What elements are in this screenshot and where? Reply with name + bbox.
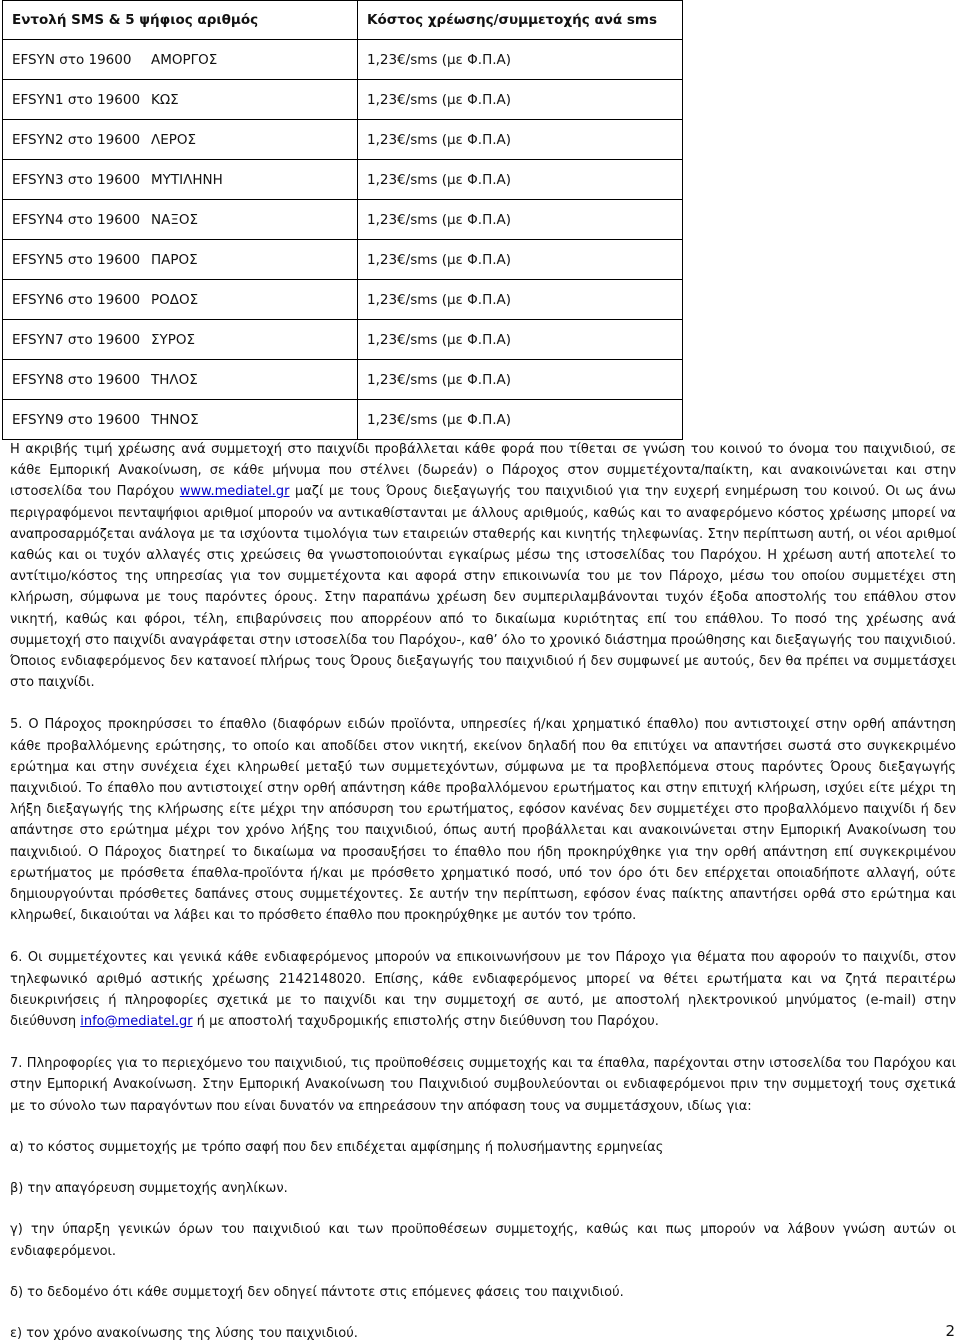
cell-cost: 1,23€/sms (με Φ.Π.Α) [358, 40, 683, 80]
sms-command: EFSYN5 στο 19600 [12, 251, 141, 268]
sms-command: EFSYN2 στο 19600 [12, 131, 141, 148]
sms-command: EFSYN στο 19600 [12, 51, 132, 68]
table-row [3, 200, 683, 240]
cell-cost: 1,23€/sms (με Φ.Π.Α) [358, 160, 683, 200]
sms-command: EFSYN9 στο 19600 [12, 411, 141, 428]
sms-command: EFSYN1 στο 19600 [12, 91, 141, 108]
paragraph-7: 7. Πληροφορίες για το περιεχόμενο του παιχνιδιού, τις προϋποθέσεις συμμετοχής και τα έπαθλα, παρέχονται στην ιστοσελίδα του Παρόχου και στην Εμπορική Ανακοίνωση. Στην Εμπορική Ανακοίνωση του Παιχνιδιού συμβουλεύονται οι ενδιαφερόμενοι πριν την συμμετοχή τους σχετικά με το σύνολο των παραγόντων που είναι δυνατόν να επηρεάσουν την απόφαση τους να συμμετάσχουν, ιδίως για: [10, 1056, 956, 1114]
header-cost: Κόστος χρέωσης/συμμετοχής ανά sms [358, 1, 683, 40]
pricing-text-a: Η ακριβής τιμή χρέωσης ανά συμμετοχή στο παιχνίδι προβάλλεται κάθε φορά που τίθεται σε γνώση του κοινού το όνομα του παιχνιδιού, σε κάθε Εμπορική Ανακοίνωση, σε κάθε μήνυμα που στέλνει (δωρεάν) ο Πάροχος στον συμμετέχοντα/παίκτη, και ανακοινώνεται και στην ιστοσελίδα του Παρόχου [10, 442, 956, 500]
table-row [3, 400, 683, 440]
table-row [3, 280, 683, 320]
cell-cost: 1,23€/sms (με Φ.Π.Α) [358, 200, 683, 240]
header-command: Εντολή SMS & 5 ψήφιος αριθμός [3, 1, 358, 40]
cell-command [3, 280, 358, 320]
list-item: α) το κόστος συμμετοχής με τρόπο σαφή που δεν επιδέχεται αμφίσημης ή πολυσήμαντης ερμηνείας [10, 1139, 664, 1155]
paragraph-5: 5. Ο Πάροχος προκηρύσσει το έπαθλο (διαφόρων ειδών προϊόντα, υπηρεσίες ή/και χρηματικό έπαθλο) που αντιστοιχεί στην ορθή απάντηση κάθε προβαλλόμενης ερώτησης, το οποίο και αποδίδει στον νικητή, εκείνον δηλαδή που θα επιτύχει να απαντήσει σωστά στο συγκεκριμένο ερώτημα και στην συνέχεια έχει κληρωθεί μεταξύ των συμμετεχόντων, σύμφωνα με τα προβλεπόμενα στους παρόντες Όρους διεξαγωγής παιχνιδιού. Το έπαθλο που αντιστοιχεί στην ορθή απάντηση κάθε προβαλλόμενου ερωτήματος και στην επιτυχή κλήρωση, ισχύει είτε μέχρι τη λήξη διεξαγωγής της κλήρωσης είτε μέχρι την απόσυρση του ερωτήματος, εφόσον κανένας δεν συμμετέχει στο προβαλλόμενο παιχνίδι ή δεν απάντησε στο ερώτημα μέχρι τον χρόνο λήξης του παιχνιδιού, όπως αυτή προβάλλεται και ανακοινώνεται στην Εμπορική Ανακοίνωση του παιχνιδιού. Ο Πάροχος διατηρεί το δικαίωμα να προσαυξήσει το έπαθλο που ήδη προκηρύχθηκε για την ορθή απάντηση επί συγκεκριμένου ερωτήματος με πρόσθετα έπαθλα-προϊόντα ή/και με πρόσθετο χρηματικό ποσό, υπό τον όρο ότι δεν επέρχεται οποιαδήποτε αλλαγή, ούτε δημιουργούνται πρόσθετες δαπάνες στους συμμετέχοντες. Σε αυτήν την περίπτωση, εφόσον ένας παίκτης απαντήσει ορθά στο ερώτημα και κληρωθεί, δικαιούται να λάβει και το πρόσθετο έπαθλο που προκηρύχθηκε με αυτόν τον τρόπο. [10, 717, 956, 924]
table-row [3, 360, 683, 400]
pricing-text-b: μαζί με τους Όρους διεξαγωγής του παιχνιδιού για την ευχερή ενημέρωση του κοινού. Οι ως άνω περιγραφόμενοι πενταψήφιοι αριθμοί μπορούν να αντικαθίστανται με άλλους αριθμούς, καθώς και το αναφερόμενο κόστος χρέωσης μπορεί να αναπροσαρμόζεται ανάλογα με τα ισχύοντα τιμολόγια των εταιρειών σταθερής και κινητής τηλεφωνίας. Στην περίπτωση αυτή, οι νέοι αριθμοί καθώς και οι τυχόν αλλαγές στις χρεώσεις θα γνωστοποιούνται εγκαίρως μέσω της ιστοσελίδας του Παρόχου. Η χρέωση αυτή αποτελεί το αντίτιμο/κόστος της υπηρεσίας για τον συμμετέχοντα και αφορά στην επικοινωνία του με τον Πάροχο, μέσω του οποίου συμμετέχει στη κλήρωση, σύμφωνα με τους παρόντες όρους. Στην παραπάνω χρέωση δεν συμπεριλαμβάνονται τυχόν έξοδα αποστολής του επάθλου στον νικητή, καθώς και φόροι, τέλη, επιβαρύνσεις που απορρέουν από το δικαίωμα κυριότητας επί του επάθλου. Το ποσό της χρέωσης ανά συμμετοχή στο παιχνίδι αναγράφεται στην ιστοσελίδα του Παρόχου-, καθ’ όλο το χρονικό διάστημα προώθησης και διεξαγωγής του παιχνιδιού. Όποιος ενδιαφερόμενος δεν κατανοεί πλήρως τους Όρους διεξαγωγής του παιχνιδιού ή δεν συμφωνεί με αυτούς, δεν θα πρέπει να συμμετάσχει στο παιχνίδι. [10, 484, 956, 691]
island-name: ΤΗΝΟΣ [151, 411, 199, 428]
cell-cost: 1,23€/sms (με Φ.Π.Α) [358, 280, 683, 320]
cell-cost: 1,23€/sms (με Φ.Π.Α) [358, 320, 683, 360]
cell-command [3, 400, 358, 440]
paragraph-6 [10, 947, 956, 1032]
table-row [3, 160, 683, 200]
island-name: ΚΩΣ [151, 91, 179, 108]
cell-cost: 1,23€/sms (με Φ.Π.Α) [358, 400, 683, 440]
cell-command [3, 160, 358, 200]
cell-cost: 1,23€/sms (με Φ.Π.Α) [358, 240, 683, 280]
sms-command: EFSYN4 στο 19600 [12, 211, 141, 228]
cell-command [3, 320, 358, 360]
list-item: β) την απαγόρευση συμμετοχής ανηλίκων. [10, 1181, 288, 1197]
sms-command: EFSYN3 στο 19600 [12, 171, 141, 188]
sms-command: EFSYN6 στο 19600 [12, 291, 141, 308]
list-item: γ) την ύπαρξη γενικών όρων του παιχνιδιού και των προϋποθέσεων συμμετοχής, καθώς και πως μπορούν να λάβουν γνώση αυτών οι ενδιαφερόμενοι. [10, 1222, 956, 1259]
cell-command [3, 80, 358, 120]
cell-command [3, 240, 358, 280]
sms-pricing-table [2, 0, 683, 440]
island-name: ΛΕΡΟΣ [151, 131, 197, 148]
cell-command [3, 360, 358, 400]
cell-command [3, 200, 358, 240]
pricing-paragraph [10, 439, 956, 693]
island-name: ΝΑΞΟΣ [151, 211, 199, 228]
sms-command: EFSYN8 στο 19600 [12, 371, 141, 388]
island-name: ΣΥΡΟΣ [151, 331, 196, 348]
table-row [3, 40, 683, 80]
list-item: ε) τον χρόνο ανακοίνωσης της λύσης του παιχνιδιού. [10, 1325, 358, 1341]
cell-cost: 1,23€/sms (με Φ.Π.Α) [358, 120, 683, 160]
table-row [3, 80, 683, 120]
table-row [3, 240, 683, 280]
terms-body [10, 439, 956, 1344]
list-item: δ) το δεδομένο ότι κάθε συμμετοχή δεν οδηγεί πάντοτε στις επόμενες φάσεις του παιχνιδιού. [10, 1284, 624, 1300]
cell-cost: 1,23€/sms (με Φ.Π.Α) [358, 80, 683, 120]
cell-command [3, 120, 358, 160]
email-link[interactable]: info@mediatel.gr [80, 1014, 193, 1030]
table-header-row [3, 1, 683, 40]
contact-text-a: 6. Οι συμμετέχοντες και γενικά κάθε ενδιαφερόμενος μπορούν να επικοινωνήσουν με τον Πάροχο για θέματα που αφορούν το παιχνίδι, στον τηλεφωνικό αριθμό αστικής χρέωσης 2142148020. Επίσης, κάθε ενδιαφερόμενος μπορεί να θέτει ερωτήματα και να ζητά περαιτέρω διευκρινήσεις ή πληροφορίες σχετικά με το παιχνίδι και την συμμετοχή σε αυτό, με αποστολή ηλεκτρονικού μηνύματος (e-mail) στην διεύθυνση [10, 950, 956, 1030]
island-name: ΜΥΤΙΛΗΝΗ [151, 171, 223, 188]
table-row [3, 120, 683, 160]
sms-command: EFSYN7 στο 19600 [12, 331, 141, 348]
table-row [3, 320, 683, 360]
cell-command [3, 40, 358, 80]
island-name: ΠΑΡΟΣ [151, 251, 198, 268]
island-name: ΑΜΟΡΓΟΣ [151, 51, 218, 68]
provider-website-link[interactable]: www.mediatel.gr [179, 484, 290, 500]
cell-cost: 1,23€/sms (με Φ.Π.Α) [358, 360, 683, 400]
page-number: 2 [945, 1322, 955, 1340]
contact-text-b: ή με αποστολή ταχυδρομικής επιστολής στην διεύθυνση του Παρόχου. [192, 1014, 659, 1030]
island-name: ΡΟΔΟΣ [151, 291, 199, 308]
island-name: ΤΗΛΟΣ [151, 371, 198, 388]
